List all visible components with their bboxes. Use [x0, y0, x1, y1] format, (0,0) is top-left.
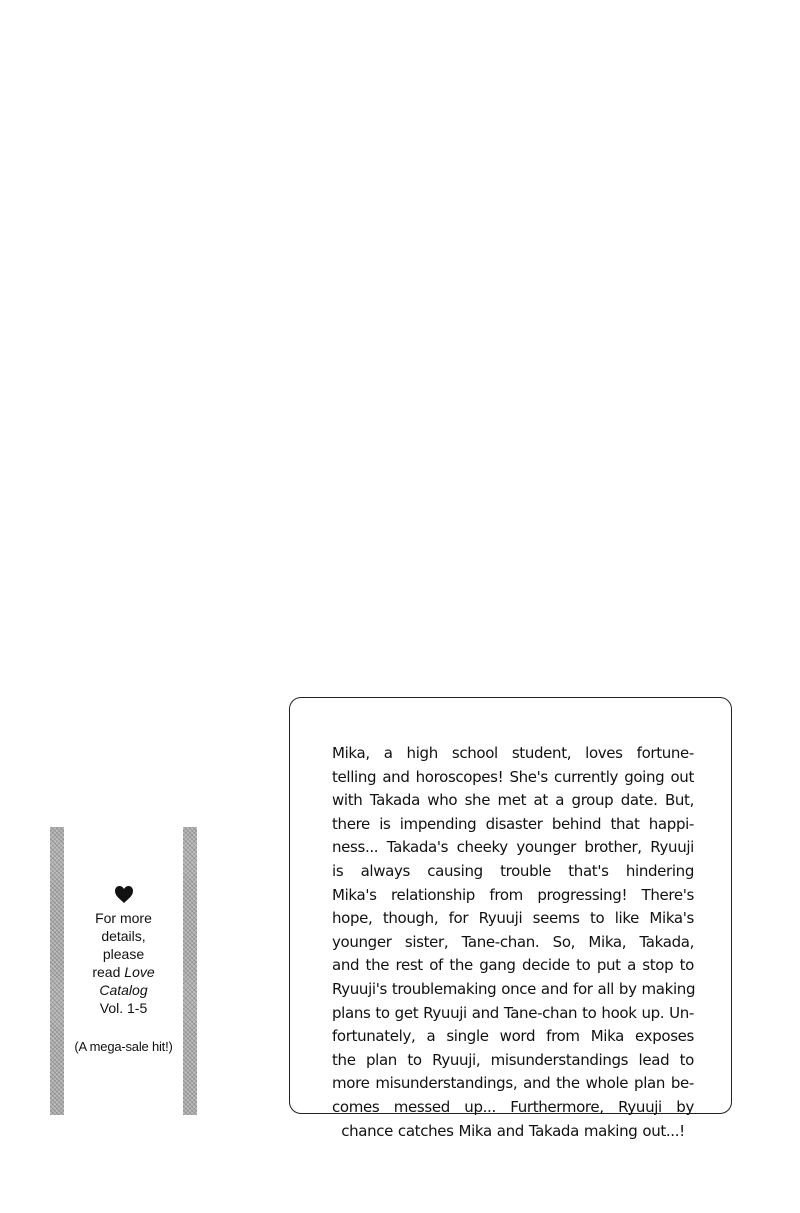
synopsis-line: telling and horoscopes! She's currently going out [332, 767, 694, 786]
synopsis-line: Mika's relationship from progressing! There's [332, 885, 694, 904]
synopsis-line: ness... Takada's cheeky younger brother, Ryuuji [332, 838, 694, 857]
synopsis-line: plans to get Ryuuji and Tane-chan to hook up. Un- [332, 1003, 694, 1022]
synopsis-line: the plan to Ryuuji, misunderstandings lead to [332, 1050, 694, 1069]
promo-title-catalog: Catalog [99, 982, 148, 998]
synopsis-line: comes messed up... Furthermore, Ryuuji by [332, 1097, 694, 1116]
promo-volumes: Vol. 1-5 [99, 1000, 148, 1016]
heart-icon [114, 885, 134, 905]
synopsis-line: chance catches Mika and Takada making out...! [341, 1121, 685, 1140]
screentone-bar-right [183, 827, 197, 1115]
synopsis-line: is always causing trouble that's hindering [332, 861, 694, 880]
screentone-bar-left [50, 827, 64, 1115]
promo-line-1: For more [95, 910, 152, 926]
synopsis-line: and the rest of the gang decide to put a stop to [332, 956, 694, 975]
synopsis-text [332, 742, 694, 1143]
synopsis-line: with Takada who she met at a group date. But, [332, 791, 694, 810]
synopsis-line: more misunderstandings, and the whole plan be- [332, 1074, 694, 1093]
synopsis-line: fortunately, a single word from Mika exposes [332, 1027, 694, 1046]
synopsis-line: younger sister, Tane-chan. So, Mika, Takada, [332, 932, 694, 951]
synopsis-line: there is impending disaster behind that happi- [332, 814, 694, 833]
promo-text [64, 885, 183, 1056]
promo-line-5 [64, 981, 183, 999]
synopsis-box [289, 697, 732, 1140]
promo-panel [50, 827, 198, 1115]
synopsis-line: Mika, a high school student, loves fortune- [332, 744, 694, 762]
promo-line-3: please [102, 946, 145, 962]
promo-line-4 [64, 963, 183, 981]
promo-line-2: details, [101, 928, 146, 944]
promo-read-label: read [92, 964, 125, 980]
synopsis-line: hope, though, for Ryuuji seems to like Mika's [332, 909, 694, 928]
promo-hit-note: (A mega-sale hit!) [74, 1039, 173, 1054]
promo-title-love: Love [124, 964, 155, 980]
synopsis-line: Ryuuji's troublemaking once and for all by making [332, 979, 696, 998]
